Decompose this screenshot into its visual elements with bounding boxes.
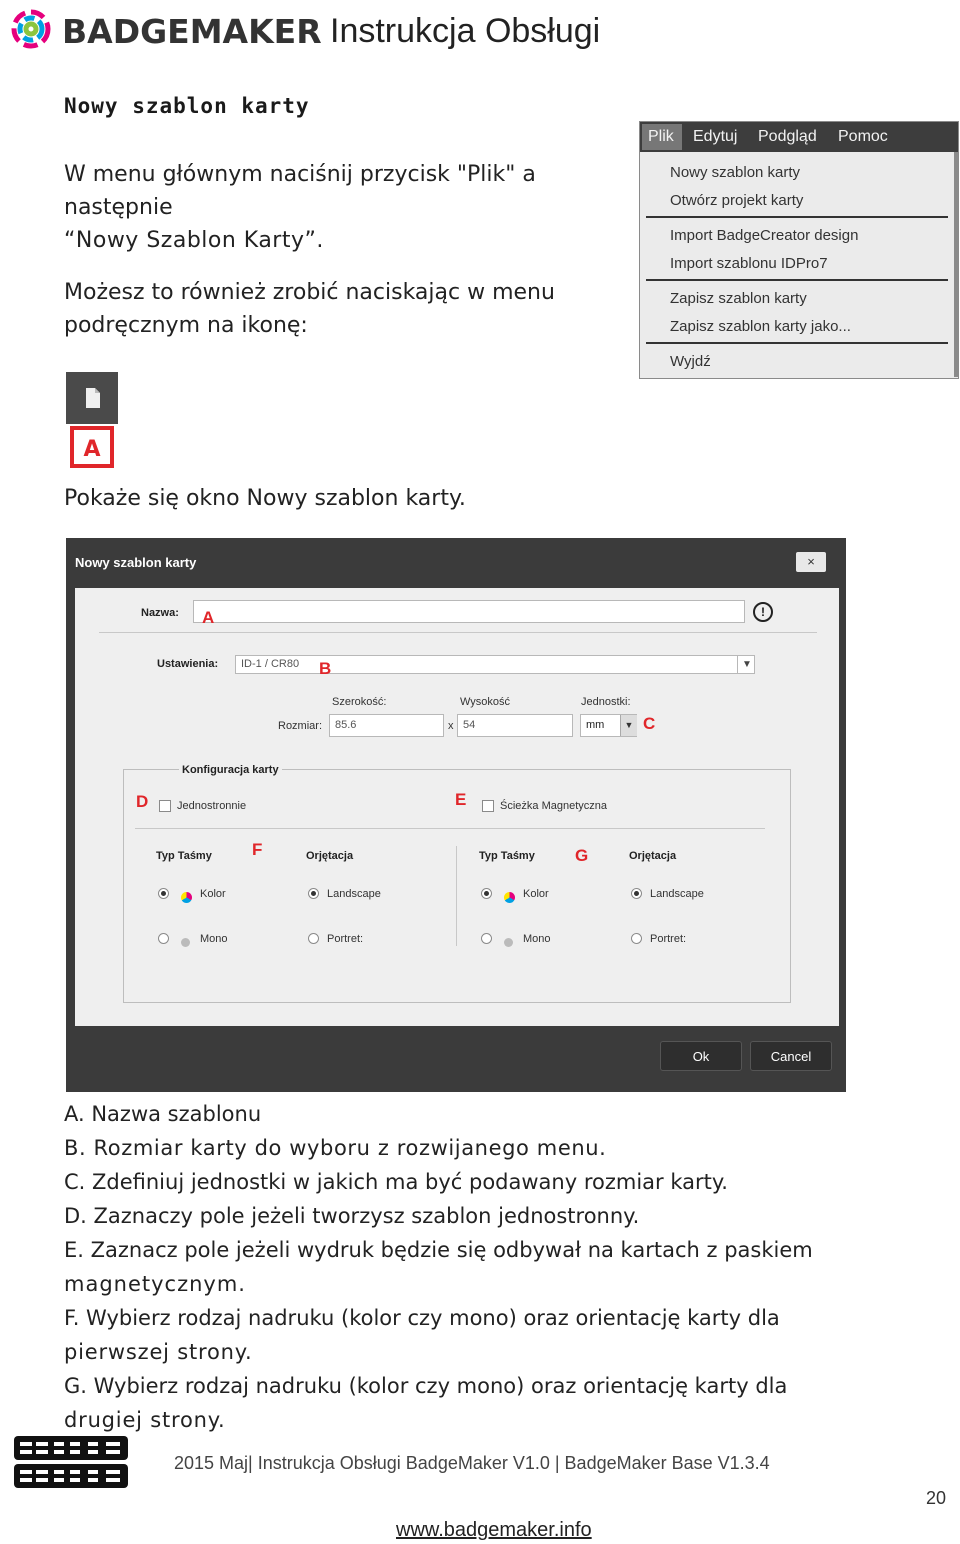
chevron-down-icon[interactable]: ▼ [620, 715, 637, 736]
settings-label: Ustawienia: [157, 658, 219, 670]
list-item: E. Zaznacz pole jeżeli wydruk będzie się odbywał na kartach z paskiem [64, 1238, 813, 1262]
orientation-label: Orjętacja [629, 850, 677, 862]
list-item: B. Rozmiar karty do wyboru z rozwijanego menu. [64, 1136, 607, 1160]
ok-button[interactable]: Ok [660, 1041, 742, 1071]
magnetic-stripe-checkbox[interactable] [482, 800, 494, 812]
footer-text: 2015 Maj| Instrukcja Obsługi BadgeMaker V1.0 | BadgeMaker Base V1.3.4 [174, 1453, 770, 1473]
times-sign: x [448, 720, 454, 732]
size-label: Rozmiar: [278, 720, 323, 732]
intro-line: Możesz to również zrobić naciskając w menu [64, 280, 555, 305]
list-item: pierwszej strony. [64, 1340, 253, 1364]
height-label: Wysokość [460, 696, 511, 708]
close-icon[interactable]: × [796, 552, 826, 572]
ribbon-type-label: Typ Taśmy [156, 850, 212, 862]
height-input[interactable]: 54 [457, 714, 573, 737]
name-label: Nazwa: [141, 607, 179, 619]
label-a-icon [70, 426, 114, 468]
landscape-radio[interactable] [308, 888, 319, 899]
list-item: F. Wybierz rodzaj nadruku (kolor czy mono) oraz orientację karty dla [64, 1306, 780, 1330]
ribbon-type-label: Typ Taśmy [479, 850, 535, 862]
mono-icon [181, 938, 190, 947]
brand-name: BADGEMAKER [62, 12, 322, 51]
portrait-radio[interactable] [631, 933, 642, 944]
mono-radio[interactable] [481, 933, 492, 944]
menu-separator [646, 216, 948, 218]
footer-link[interactable]: www.badgemaker.info [396, 1519, 592, 1541]
menu-item-save-as[interactable]: Zapisz szablon karty jako... [670, 318, 851, 335]
mono-radio[interactable] [158, 933, 169, 944]
landscape-label: Landscape [327, 888, 381, 900]
marker-a: A [202, 608, 215, 627]
menu-item-open-project[interactable]: Otwórz projekt karty [670, 192, 804, 209]
name-input[interactable] [193, 600, 745, 623]
menu-item-exit[interactable]: Wyjdź [670, 353, 711, 370]
menu-item-import-badgecreator[interactable]: Import BadgeCreator design [670, 227, 859, 244]
mono-label: Mono [200, 933, 228, 945]
new-document-icon [66, 372, 118, 424]
menu-item-new-template[interactable]: Nowy szablon karty [670, 164, 801, 181]
list-item: A. Nazwa szablonu [64, 1102, 262, 1126]
units-select[interactable]: mm [580, 714, 637, 737]
color-label: Kolor [200, 888, 226, 900]
marker-f: F [252, 840, 263, 859]
color-label: Kolor [523, 888, 549, 900]
landscape-label: Landscape [650, 888, 704, 900]
marker-d: D [136, 792, 149, 811]
svg-text:A: A [83, 437, 101, 462]
config-label: Konfiguracja karty [179, 764, 282, 776]
list-item: drugiej strony. [64, 1408, 226, 1432]
screencheck-logo-icon [12, 1434, 130, 1490]
color-icon [181, 892, 192, 903]
menu-podglad[interactable]: Podgląd [758, 128, 817, 145]
intro-line: W menu głównym naciśnij przycisk "Plik" a [64, 162, 536, 187]
menu-edytuj[interactable]: Edytuj [693, 128, 738, 145]
divider [99, 632, 817, 633]
divider [135, 828, 765, 829]
chevron-down-icon[interactable]: ▼ [737, 655, 756, 674]
page-number: 20 [926, 1488, 947, 1508]
units-label: Jednostki: [581, 696, 631, 708]
new-template-dialog-screenshot [66, 538, 846, 1092]
manual-title: Instrukcja Obsługi [330, 12, 601, 50]
cancel-button[interactable]: Cancel [750, 1041, 832, 1071]
menu-separator [646, 342, 948, 344]
one-sided-checkbox[interactable] [159, 800, 171, 812]
menu-bar [640, 122, 958, 152]
magnetic-stripe-label: Ścieżka Magnetyczna [500, 800, 607, 812]
menu-item-import-idpro7[interactable]: Import szablonu IDPro7 [670, 255, 828, 272]
menu-pomoc[interactable]: Pomoc [838, 128, 888, 145]
menu-border [954, 152, 958, 377]
file-menu-screenshot [639, 121, 959, 379]
width-label: Szerokość: [332, 696, 387, 708]
column-divider [456, 846, 457, 946]
marker-c: C [643, 714, 656, 733]
intro-line: “Nowy Szablon Karty”. [64, 228, 324, 253]
list-item: G. Wybierz rodzaj nadruku (kolor czy mono) oraz orientację karty dla [64, 1374, 788, 1398]
marker-g: G [575, 846, 589, 865]
intro-line: podręcznym na ikonę: [64, 313, 308, 338]
menu-separator [646, 279, 948, 281]
badgemaker-logo-icon [8, 6, 54, 52]
mono-icon [504, 938, 513, 947]
orientation-label: Orjętacja [306, 850, 354, 862]
marker-b: B [319, 659, 332, 678]
dialog-panel [75, 588, 839, 1026]
color-radio[interactable] [158, 888, 169, 899]
intro-line: następnie [64, 195, 173, 220]
menu-plik[interactable]: Plik [648, 128, 674, 145]
portrait-radio[interactable] [308, 933, 319, 944]
settings-select[interactable]: ID-1 / CR80 [235, 655, 755, 674]
dialog-title: Nowy szablon karty [75, 555, 197, 570]
landscape-radio[interactable] [631, 888, 642, 899]
list-item: C. Zdefiniuj jednostki w jakich ma być podawany rozmiar karty. [64, 1170, 728, 1194]
mono-label: Mono [523, 933, 551, 945]
menu-item-save[interactable]: Zapisz szablon karty [670, 290, 807, 307]
portrait-label: Portret: [650, 933, 687, 945]
warning-icon: ! [753, 602, 773, 622]
one-sided-label: Jednostronnie [177, 800, 247, 812]
width-input[interactable]: 85.6 [329, 714, 444, 737]
portrait-label: Portret: [327, 933, 364, 945]
list-item: magnetycznym. [64, 1272, 246, 1296]
list-item: D. Zaznaczy pole jeżeli tworzysz szablon jednostronny. [64, 1204, 640, 1228]
color-icon [504, 892, 515, 903]
dialog-intro-text: Pokaże się okno Nowy szablon karty. [64, 486, 466, 511]
color-radio[interactable] [481, 888, 492, 899]
section-title: Nowy szablon karty [64, 94, 310, 118]
marker-e: E [455, 790, 467, 809]
